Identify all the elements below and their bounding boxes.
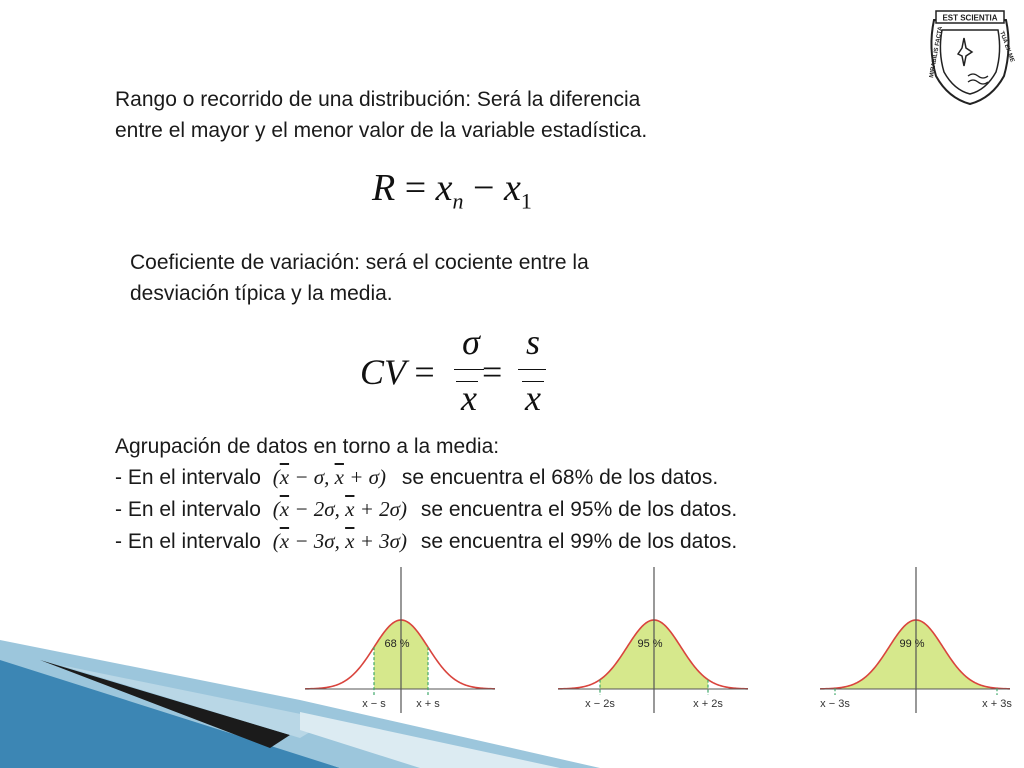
- interval-row-2: - En el intervalo ($\overline{x} - 2\sigma$, $\overline{x} + 2\sigma$) se encuentra el 95% de los datos.: [115, 497, 738, 521]
- lower-bound-label: x − s: [362, 698, 386, 710]
- percent-label: 99 %: [899, 638, 925, 650]
- normal-curve-99: [820, 565, 1020, 715]
- percent-label: 68 %: [384, 638, 410, 650]
- svg-text:TUA EX ME: TUA EX ME: [998, 30, 1015, 64]
- normal-curve-68: [305, 565, 505, 715]
- cv-formula: CV = σ x = s x: [360, 325, 560, 425]
- upper-bound-label: x + 3s: [982, 698, 1012, 710]
- interval-row-1: - En el intervalo ($\overline{x} - \sigma$, $\overline{x} + \sigma$) se encuentra el 68% de los datos.: [115, 465, 719, 489]
- university-seal-logo: [920, 8, 1020, 108]
- svg-text:EST SCIENTIA: EST SCIENTIA: [942, 13, 998, 23]
- normal-curve-95: [558, 565, 758, 715]
- percent-label: 95 %: [637, 638, 663, 650]
- svg-text:MIRABILIS FACTA: MIRABILIS FACTA: [929, 26, 944, 79]
- cv-definition-line1: Coeficiente de variación: será el cociente entre la: [130, 251, 589, 274]
- lower-bound-label: x − 3s: [820, 698, 850, 710]
- range-definition-line1: Rango o recorrido de una distribución: Será la diferencia: [115, 88, 641, 111]
- range-definition-line2: entre el mayor y el menor valor de la variable estadística.: [115, 119, 648, 142]
- lower-bound-label: x − 2s: [585, 698, 615, 710]
- cv-definition-line2: desviación típica y la media.: [130, 282, 393, 305]
- grouping-title: Agrupación de datos en torno a la media:: [115, 435, 500, 458]
- upper-bound-label: x + s: [416, 698, 440, 710]
- upper-bound-label: x + 2s: [693, 698, 723, 710]
- interval-row-3: - En el intervalo ($\overline{x} - 3\sigma$, $\overline{x} + 3\sigma$) se encuentra el 99% de los datos.: [115, 529, 738, 553]
- range-formula: $R = x_n - x_1$: [372, 167, 532, 214]
